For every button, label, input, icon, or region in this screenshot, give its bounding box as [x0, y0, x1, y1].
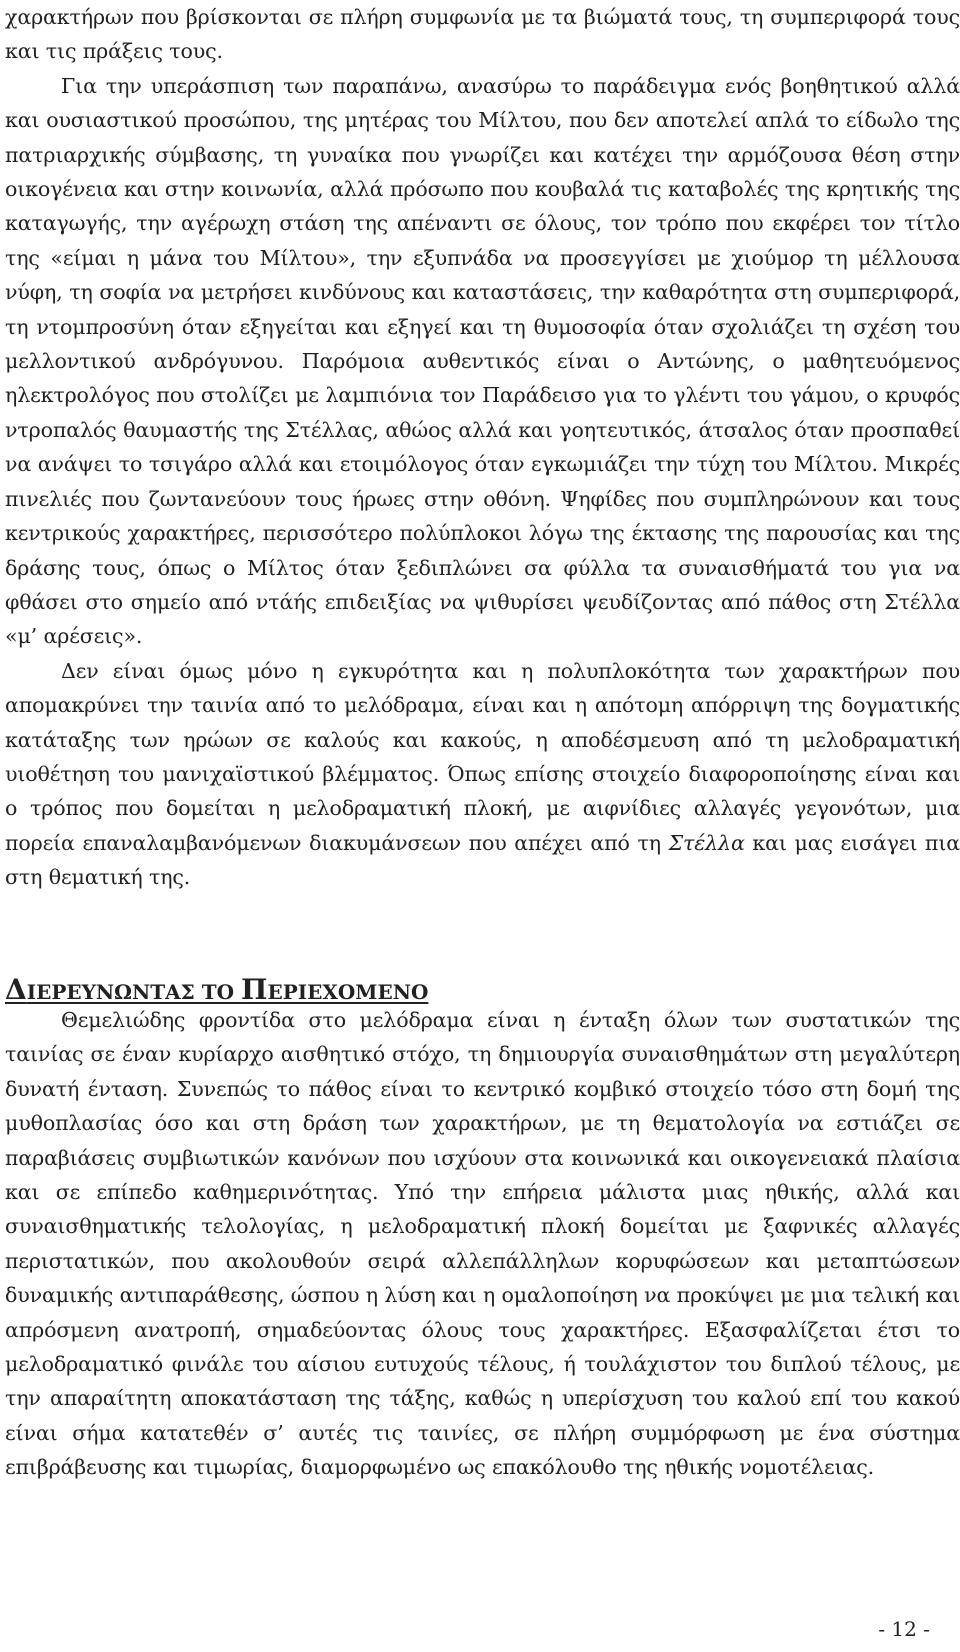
body-text-bottom: [5, 1003, 960, 1485]
paragraph-continued: χαρακτήρων που βρίσκονται σε πλήρη συμφωνία με τα βιώματά τους, τη συμπεριφορά τους και τις πράξεις τους.: [5, 5, 960, 64]
paragraph-text: Δεν είναι όμως μόνο η εγκυρότητα και η πολυπλοκότητα των χαρακτήρων που απομακρύνει την ταινία από το μελόδραμα, είναι και η απότομη απόρριψη της δογματικής κατάταξης των ηρώων σε καλούς και κακούς, η αποδέσμευση από τη μελοδραματική υιοθέτηση του μανιχαϊστικού βλέμματος. Όπως επίσης στοιχείο διαφοροποίησης είναι και ο τρόπος που δομείται η μελοδραματική πλοκή, με αιφνίδιες αλλαγές γεγονότων, μια πορεία επαναλαμβανόμενων διακυμάνσεων που απέχει από τη: [5, 658, 960, 855]
paragraph-content-theme: Θεμελιώδης φροντίδα στο μελόδραμα είναι η ένταξη όλων των συστατικών της ταινίας σε έναν κυρίαρχο αισθητικό στόχο, τη δημιουργία συναισθημάτων στη μεγαλύτερη δυνατή ένταση. Συνεπώς το πάθος είναι το κεντρικό κομβικό στοιχείο τόσο στη δομή της μυθοπλασίας όσο και στη δράση των χαρακτήρων, με τη θεματολογία να εστιάζει σε παραβιάσεις συμβιωτικών κανόνων που ισχύουν στα κοινωνικά και οικογενειακά πλαίσια και σε επίπεδο καθημερινότητας. Υπό την επήρεια μάλιστα μιας ηθικής, αλλά και συναισθηματικής τελολογίας, η μελοδραματική πλοκή δομείται με ξαφνικές αλλαγές περιστατικών, που ακολουθούν σειρά αλλεπάλληλων κορυφώσεων και μεταπτώσεων δυναμικής αντιπαράθεσης, ώσπου η λύση και η ομαλοποίηση να προκύψει με μια τελική και απρόσμενη ανατροπή, σημαδεύοντας όλους τους χαρακτήρες. Εξασφαλίζεται έτσι το μελοδραματικό φινάλε του αίσιου ευτυχούς τέλους, ή τουλάχιστον του διπλού τέλους, με την απαραίτητη αποκατάσταση της τάξης, καθώς η υπερίσχυση του καλού επί του κακού είναι σήμα κατατεθέν σ’ αυτές τις ταινίες, σε πλήρη συμμόρφωση με ένα σύστημα επιβράβευσης και τιμωρίας, διαμορφωμένο ως επακόλουθο της ηθικής νομοτέλειας.: [5, 1008, 960, 1480]
heading-smallcaps: ΙΕΡΕΥΝΩΝΤΑΣ ΤΟ: [26, 980, 242, 1004]
body-text-top: [5, 0, 960, 895]
paragraph-mother-example: Για την υπεράσπιση των παραπάνω, ανασύρω το παράδειγμα ενός βοηθητικού αλλά και ουσιαστικού προσώπου, της μητέρας του Μίλτου, που δεν αποτελεί απλά το είδωλο της πατριαρχικής σύμβασης, τη γυναίκα που γνωρίζει και κατέχει την αρμόζουσα θέση στην οικογένεια και στην κοινωνία, αλλά πρόσωπο που κουβαλά τις καταβολές της κρητικής της καταγωγής, την αγέρωχη στάση της απέναντι σε όλους, τον τρόπο που εκφέρει τον τίτλο της «είμαι η μάνα του Μίλτου», την εξυπνάδα να προσεγγίσει με χιούμορ τη μέλλουσα νύφη, τη σοφία να μετρήσει κινδύνους και καταστάσεις, την καθαρότητα στη συμπεριφορά, τη ντομπροσύνη όταν εξηγείται και εξηγεί και τη θυμοσοφία όταν σχολιάζει τη σχέση του μελλοντικού ανδρόγυνου. Παρόμοια αυθεντικός είναι ο Αντώνης, ο μαθητευόμενος ηλεκτρολόγος που στολίζει με λαμπιόνια τον Παράδεισο για το γλέντι του γάμου, ο κρυφός ντροπαλός θαυμαστής της Στέλλας, αθώος αλλά και γοητευτικός, άτσαλος όταν προσπαθεί να ανάψει το τσιγάρο αλλά και ετοιμόλογος όταν εγκωμιάζει την τύχη του Μίλτου. Μικρές πινελιές που ζωντανεύουν τους ήρωες στην οθόνη. Ψηφίδες που συμπληρώνουν και τους κεντρικούς χαρακτήρες, περισσότερο πολύπλοκοι λόγω της έκτασης της παρουσίας και της δράσης τους, όπως ο Μίλτος όταν ξεδιπλώνει σα φύλλα τα συναισθήματά του για να φθάσει στο σημείο από ντάής επιδειξίας να ψιθυρίσει ψευδίζοντας από πάθος στη Στέλλα «μ’ αρέσεις».: [5, 73, 960, 649]
heading-capital: Δ: [5, 973, 27, 1006]
heading-capital: Π: [241, 973, 268, 1006]
paragraph-text: και μας εισάγει πια στη θεματική της.: [5, 830, 960, 890]
page-number: - 12 -: [878, 1617, 930, 1641]
film-title-italic: Στέλλα: [668, 830, 745, 855]
heading-smallcaps: ΕΡΙΕΧΟΜΕΝΟ: [267, 980, 429, 1004]
paragraph-melodrama-distance: [5, 654, 960, 895]
